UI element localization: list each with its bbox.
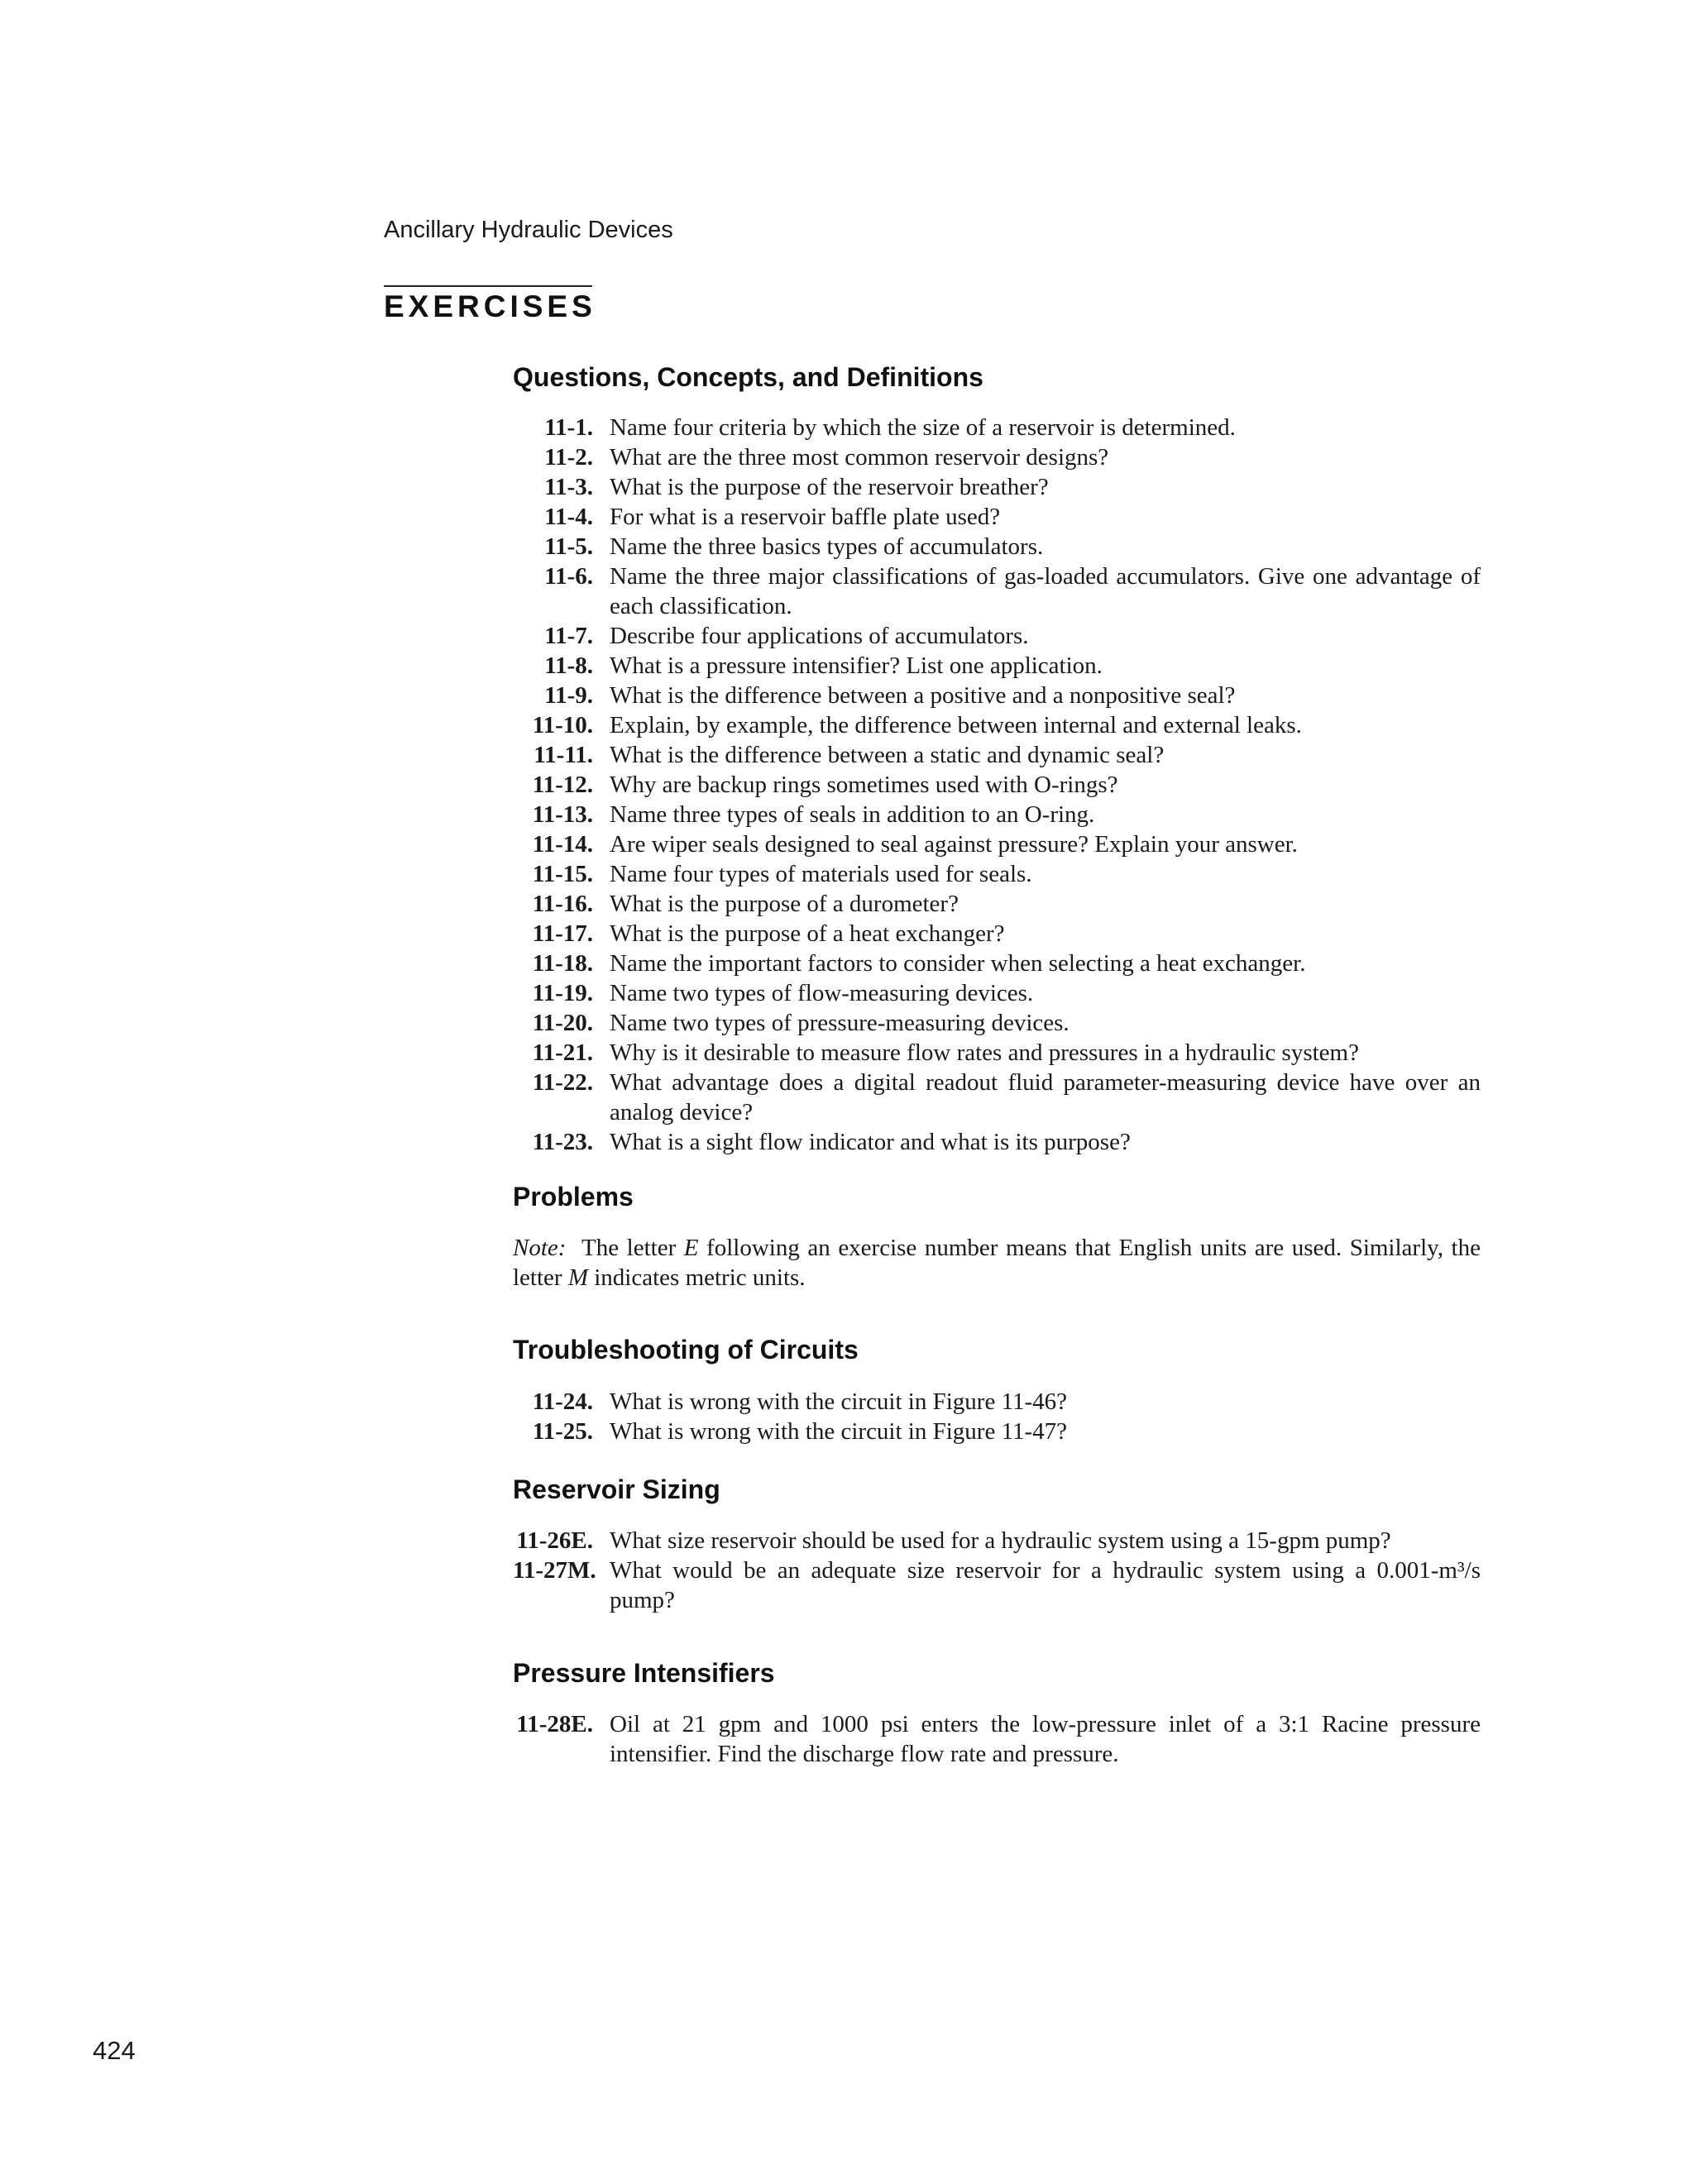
exercise-item [513,740,1481,770]
exercise-item [513,710,1481,740]
exercise-text: Why is it desirable to measure flow rates and pressures in a hydraulic system? [610,1039,1359,1066]
exercise-text: Are wiper seals designed to seal against pressure? Explain your answer. [610,831,1298,858]
exercise-item [513,829,1481,859]
exercise-item [513,681,1481,710]
note-letter-m: M [567,1264,588,1291]
exercise-item [513,800,1481,829]
exercise-item [513,1387,1481,1417]
exercise-text: Name three types of seals in addition to an O-ring. [610,801,1095,828]
exercise-item [513,562,1481,621]
exercise-text: What is a sight flow indicator and what is its purpose? [610,1129,1131,1155]
troubleshooting-heading: Troubleshooting of Circuits [513,1335,859,1364]
exercise-item [513,889,1481,919]
exercise-text: What is the difference between a static and dynamic seal? [610,742,1165,768]
exercise-item [513,532,1481,562]
exercise-text: Oil at 21 gpm and 1000 psi enters the low-pressure inlet of a 3:1 Racine pressure intensifier. Find the discharge flow rate and pressure. [610,1711,1481,1767]
exercise-item [513,472,1481,502]
title-rule [384,285,592,287]
exercise-item [513,978,1481,1008]
exercise-number: 11-8. [544,652,593,679]
exercise-text: What is a pressure intensifier? List one application. [610,652,1103,679]
exercise-number: 11-26E. [516,1527,593,1554]
exercise-number: 11-16. [532,891,593,917]
exercise-item [513,1038,1481,1068]
exercise-number: 11-9. [544,682,593,709]
note-text-1: The letter [581,1235,684,1261]
exercise-number: 11-22. [532,1069,593,1096]
reservoir-heading: Reservoir Sizing [513,1474,720,1504]
exercise-number: 11-19. [532,980,593,1006]
exercise-number: 11-23. [532,1129,593,1155]
troubleshooting-list [513,1387,1481,1446]
exercise-text: What would be an adequate size reservoir for a hydraulic system using a 0.001-m³/s pump? [610,1557,1481,1613]
exercise-number: 11-21. [532,1039,593,1066]
problems-heading: Problems [513,1182,634,1211]
exercise-number: 11-25. [532,1418,593,1445]
exercise-text: Name four criteria by which the size of a reservoir is determined. [610,414,1236,441]
exercise-text: For what is a reservoir baffle plate used? [610,504,1001,530]
note-text-3: indicates metric units. [588,1264,806,1291]
exercise-text: Name the three major classifications of gas-loaded accumulators. Give one advantage of each classification. [610,563,1481,619]
exercise-text: Name the important factors to consider when selecting a heat exchanger. [610,950,1306,977]
exercise-number: 11-17. [532,920,593,947]
exercise-number: 11-24. [532,1388,593,1415]
exercise-item [513,949,1481,978]
exercise-number: 11-14. [532,831,593,858]
exercise-item [513,502,1481,532]
exercise-text: What is the purpose of a heat exchanger? [610,920,1005,947]
exercise-item [513,770,1481,800]
exercise-text: What advantage does a digital readout fluid parameter-measuring device have over an analog device? [610,1069,1481,1125]
exercise-text: Name two types of pressure-measuring devices. [610,1010,1070,1036]
exercise-text: Explain, by example, the difference between internal and external leaks. [610,712,1302,738]
exercise-text: What is the difference between a positive and a nonpositive seal? [610,682,1236,709]
exercise-number: 11-6. [544,563,593,590]
exercise-text: What is the purpose of the reservoir breather? [610,474,1049,500]
exercise-number: 11-3. [544,474,593,500]
note-label: Note: [513,1235,567,1261]
exercise-number: 11-11. [534,742,593,768]
exercises-title: EXERCISES [384,289,596,323]
note-text-2: following an exercise number means that English units are used. Similarly, the letter [513,1235,1481,1291]
exercise-number: 11-1. [544,414,593,441]
exercise-item [513,1008,1481,1038]
exercise-item [513,1417,1481,1446]
exercise-number: 11-10. [532,712,593,738]
units-note [513,1233,1481,1293]
exercise-text: Name four types of materials used for seals. [610,861,1032,887]
reservoir-list [513,1526,1481,1615]
intensifiers-list [513,1709,1481,1769]
exercise-item [513,651,1481,681]
exercise-text: What is wrong with the circuit in Figure 11-47? [610,1418,1068,1445]
exercise-text: Describe four applications of accumulators. [610,623,1029,649]
exercise-item [513,442,1481,472]
exercise-text: What is wrong with the circuit in Figure 11-46? [610,1388,1068,1415]
exercise-item [513,621,1481,651]
exercise-number: 11-28E. [516,1711,593,1737]
exercise-number: 11-12. [532,772,593,798]
exercise-item [513,1068,1481,1127]
exercise-text: What is the purpose of a durometer? [610,891,959,917]
exercise-item [513,1556,1481,1615]
exercise-number: 11-20. [532,1010,593,1036]
exercise-text: Name two types of flow-measuring devices. [610,980,1034,1006]
exercise-number: 11-27M. [513,1557,596,1584]
exercise-number: 11-4. [544,504,593,530]
exercise-number: 11-7. [544,623,593,649]
exercise-item [513,413,1481,442]
exercise-number: 11-5. [544,533,593,560]
exercise-number: 11-18. [532,950,593,977]
exercise-number: 11-13. [532,801,593,828]
exercise-text: Why are backup rings sometimes used with O-rings? [610,772,1118,798]
questions-list [513,413,1481,1157]
exercise-item [513,859,1481,889]
exercise-number: 11-2. [544,444,593,471]
exercise-item [513,919,1481,949]
exercise-item [513,1127,1481,1157]
exercise-text: What size reservoir should be used for a hydraulic system using a 15-gpm pump? [610,1527,1391,1554]
page-number: 424 [93,2036,136,2065]
intensifiers-heading: Pressure Intensifiers [513,1658,775,1688]
exercise-item [513,1526,1481,1556]
questions-heading: Questions, Concepts, and Definitions [513,362,983,392]
note-letter-e: E [683,1235,699,1261]
exercise-text: What are the three most common reservoir designs? [610,444,1109,471]
exercise-number: 11-15. [532,861,593,887]
exercise-text: Name the three basics types of accumulators. [610,533,1044,560]
running-head: Ancillary Hydraulic Devices [384,217,673,243]
exercise-item [513,1709,1481,1769]
